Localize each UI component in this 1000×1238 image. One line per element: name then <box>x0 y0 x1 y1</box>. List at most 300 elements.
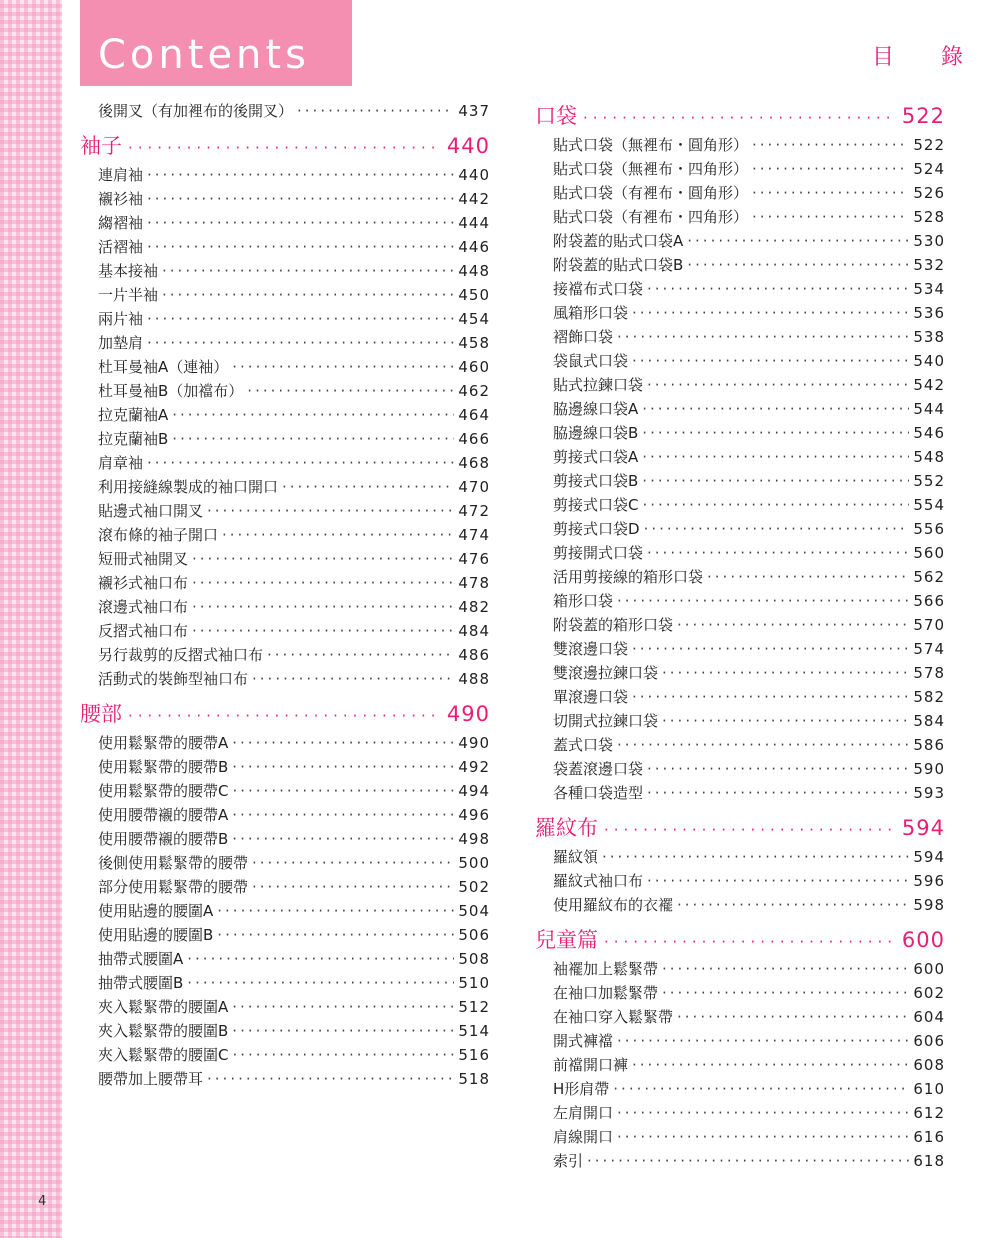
toc-item[interactable] <box>80 572 490 596</box>
toc-item-label: 附袋蓋的貼式口袋A <box>553 232 684 250</box>
leader-dots <box>752 208 909 226</box>
toc-item-page: 528 <box>913 208 945 226</box>
toc-item-page: 484 <box>458 622 490 640</box>
toc-item[interactable] <box>535 590 945 614</box>
leader-dots <box>162 262 454 280</box>
leader-dots <box>602 848 909 866</box>
toc-item-label: 縐褶袖 <box>98 214 144 232</box>
leader-dots <box>647 376 909 394</box>
toc-item-page: 476 <box>458 550 490 568</box>
toc-item[interactable] <box>535 638 945 662</box>
toc-item-label: 袋鼠式口袋 <box>553 352 629 370</box>
toc-item-page: 512 <box>458 998 490 1016</box>
leader-dots <box>677 1008 909 1026</box>
leader-dots <box>192 550 454 568</box>
toc-item-label: 拉克蘭袖A <box>98 406 169 424</box>
toc-item[interactable] <box>535 734 945 758</box>
leader-dots <box>172 430 454 448</box>
toc-item-page: 584 <box>913 712 945 730</box>
leader-dots <box>687 232 909 250</box>
title-banner <box>80 0 352 86</box>
toc-item-page: 534 <box>913 280 945 298</box>
page-title: Contents <box>98 32 310 78</box>
leader-dots <box>232 758 454 776</box>
toc-item-label: 在袖口穿入鬆緊帶 <box>553 1008 674 1026</box>
leader-dots <box>232 1022 454 1040</box>
leader-dots <box>647 544 909 562</box>
toc-item[interactable] <box>535 230 945 254</box>
toc-item-label: 剪接式口袋A <box>553 448 639 466</box>
leader-dots <box>222 526 454 544</box>
leader-dots <box>147 454 454 472</box>
toc-item[interactable] <box>80 1068 490 1092</box>
toc-item-label: 附袋蓋的貼式口袋B <box>553 256 684 274</box>
leader-dots <box>128 707 441 725</box>
toc-item-label: 利用接縫線製成的袖口開口 <box>98 478 279 496</box>
toc-item[interactable] <box>80 732 490 756</box>
toc-item-label: 抽帶式腰圍B <box>98 974 184 992</box>
toc-item[interactable] <box>535 374 945 398</box>
toc-item[interactable] <box>535 686 945 710</box>
toc-item[interactable] <box>535 446 945 470</box>
toc-item-label: 貼式拉鍊口袋 <box>553 376 644 394</box>
toc-item[interactable] <box>80 876 490 900</box>
toc-item-label: 後開叉（有加裡布的後開叉） <box>98 102 294 120</box>
toc-item[interactable] <box>535 782 945 806</box>
toc-item[interactable] <box>80 644 490 668</box>
toc-item[interactable] <box>535 326 945 350</box>
toc-item-page: 488 <box>458 670 490 688</box>
leader-dots <box>617 736 909 754</box>
toc-item[interactable] <box>535 302 945 326</box>
toc-item-label: 剪接開式口袋 <box>553 544 644 562</box>
toc-item[interactable] <box>535 1150 945 1174</box>
toc-item-page: 502 <box>458 878 490 896</box>
toc-item[interactable] <box>80 100 490 124</box>
leader-dots <box>662 664 909 682</box>
toc-item-label: 使用鬆緊帶的腰帶B <box>98 758 229 776</box>
toc-item[interactable] <box>80 476 490 500</box>
toc-item-page: 606 <box>913 1032 945 1050</box>
toc-item-page: 600 <box>913 960 945 978</box>
toc-item-label: 拉克蘭袖B <box>98 430 169 448</box>
toc-item-label: 貼式口袋（有裡布・四角形） <box>553 208 749 226</box>
toc-item-label: 前襠開口褲 <box>553 1056 629 1074</box>
leader-dots <box>587 1152 909 1170</box>
gingham-border <box>0 0 62 1238</box>
section-page: 522 <box>901 104 945 128</box>
toc-item[interactable] <box>535 182 945 206</box>
toc-item[interactable] <box>80 780 490 804</box>
toc-item-label: 杜耳曼袖A（連袖） <box>98 358 229 376</box>
leader-dots <box>187 974 454 992</box>
toc-item[interactable] <box>535 710 945 734</box>
toc-item-label: 活褶袖 <box>98 238 144 256</box>
toc-item-page: 442 <box>458 190 490 208</box>
toc-item-page: 604 <box>913 1008 945 1026</box>
toc-item[interactable] <box>535 758 945 782</box>
leader-dots <box>617 1128 909 1146</box>
toc-item-page: 546 <box>913 424 945 442</box>
toc-item-page: 548 <box>913 448 945 466</box>
toc-item[interactable] <box>80 548 490 572</box>
leader-dots <box>647 760 909 778</box>
toc-item[interactable] <box>80 212 490 236</box>
leader-dots <box>617 592 909 610</box>
toc-section-heading[interactable] <box>535 924 945 956</box>
toc-item-page: 526 <box>913 184 945 202</box>
toc-item-label: 肩線開口 <box>553 1128 614 1146</box>
leader-dots <box>647 784 909 802</box>
toc-item-page: 530 <box>913 232 945 250</box>
leader-dots <box>632 688 909 706</box>
toc-item[interactable] <box>80 924 490 948</box>
toc-item[interactable] <box>80 668 490 692</box>
toc-item-label: 單滾邊口袋 <box>553 688 629 706</box>
leader-dots <box>662 984 909 1002</box>
leader-dots <box>232 998 454 1016</box>
toc-item[interactable] <box>535 1126 945 1150</box>
section-page: 440 <box>446 134 490 158</box>
toc-item-page: 618 <box>913 1152 945 1170</box>
toc-item[interactable] <box>80 164 490 188</box>
toc-item[interactable] <box>535 894 945 918</box>
leader-dots <box>282 478 454 496</box>
toc-item-page: 570 <box>913 616 945 634</box>
leader-dots <box>128 139 441 157</box>
toc-item-label: 使用貼邊的腰圍B <box>98 926 214 944</box>
leader-dots <box>617 1104 909 1122</box>
toc-item-label: 連肩袖 <box>98 166 144 184</box>
leader-dots <box>147 238 454 256</box>
toc-item-page: 460 <box>458 358 490 376</box>
toc-item[interactable] <box>535 958 945 982</box>
toc-item[interactable] <box>535 398 945 422</box>
toc-item[interactable] <box>80 852 490 876</box>
toc-column-left <box>80 100 490 1092</box>
toc-item[interactable] <box>535 422 945 446</box>
leader-dots <box>642 400 909 418</box>
toc-item-label: 雙滾邊口袋 <box>553 640 629 658</box>
leader-dots <box>687 256 909 274</box>
leader-dots <box>192 622 454 640</box>
leader-dots <box>232 1046 454 1064</box>
toc-item-page: 524 <box>913 160 945 178</box>
toc-item[interactable] <box>535 566 945 590</box>
section-title: 袖子 <box>80 134 122 158</box>
leader-dots <box>642 424 909 442</box>
toc-item-page: 536 <box>913 304 945 322</box>
leader-dots <box>617 1032 909 1050</box>
toc-item[interactable] <box>80 900 490 924</box>
toc-item-label: 貼式口袋（有裡布・圓角形） <box>553 184 749 202</box>
toc-item-page: 560 <box>913 544 945 562</box>
toc-item[interactable] <box>80 620 490 644</box>
leader-dots <box>617 328 909 346</box>
toc-item[interactable] <box>535 1006 945 1030</box>
toc-item-page: 598 <box>913 896 945 914</box>
toc-item[interactable] <box>535 846 945 870</box>
toc-item[interactable] <box>535 542 945 566</box>
toc-item-page: 494 <box>458 782 490 800</box>
toc-item[interactable] <box>535 470 945 494</box>
toc-item-label: 各種口袋造型 <box>553 784 644 802</box>
toc-item-page: 454 <box>458 310 490 328</box>
leader-dots <box>647 280 909 298</box>
toc-item[interactable] <box>535 350 945 374</box>
leader-dots <box>217 926 454 944</box>
toc-column-right <box>535 100 945 1174</box>
toc-item[interactable] <box>535 206 945 230</box>
toc-item[interactable] <box>80 284 490 308</box>
toc-item[interactable] <box>80 356 490 380</box>
toc-section-heading[interactable] <box>535 100 945 132</box>
toc-item-label: 部分使用鬆緊帶的腰帶 <box>98 878 249 896</box>
toc-item[interactable] <box>80 804 490 828</box>
toc-item[interactable] <box>80 188 490 212</box>
toc-item-label: 蓋式口袋 <box>553 736 614 754</box>
leader-dots <box>207 502 454 520</box>
toc-item-page: 616 <box>913 1128 945 1146</box>
toc-item-label: 使用鬆緊帶的腰帶A <box>98 734 229 752</box>
toc-item[interactable] <box>80 596 490 620</box>
leader-dots <box>232 358 454 376</box>
toc-item-label: 剪接式口袋C <box>553 496 639 514</box>
toc-item-page: 516 <box>458 1046 490 1064</box>
toc-item[interactable] <box>80 308 490 332</box>
toc-item-label: 襯衫式袖口布 <box>98 574 189 592</box>
leader-dots <box>752 136 909 154</box>
toc-item[interactable] <box>80 380 490 404</box>
toc-item-label: 夾入鬆緊帶的腰圍A <box>98 998 229 1016</box>
leader-dots <box>192 598 454 616</box>
toc-item-page: 566 <box>913 592 945 610</box>
toc-item-label: 夾入鬆緊帶的腰圍B <box>98 1022 229 1040</box>
toc-item-label: 反摺式袖口布 <box>98 622 189 640</box>
toc-item-label: 接襠布式口袋 <box>553 280 644 298</box>
toc-item-page: 458 <box>458 334 490 352</box>
toc-item[interactable] <box>80 260 490 284</box>
leader-dots <box>644 520 910 538</box>
leader-dots <box>232 734 454 752</box>
leader-dots <box>232 806 454 824</box>
toc-item-label: 腰帶加上腰帶耳 <box>98 1070 204 1088</box>
toc-item[interactable] <box>80 948 490 972</box>
toc-item[interactable] <box>535 870 945 894</box>
toc-item-label: 加墊肩 <box>98 334 144 352</box>
toc-item-label: 短冊式袖開叉 <box>98 550 189 568</box>
leader-dots <box>147 334 454 352</box>
toc-item-label: 開式褲襠 <box>553 1032 614 1050</box>
section-page: 594 <box>901 816 945 840</box>
toc-item-page: 610 <box>913 1080 945 1098</box>
leader-dots <box>642 472 909 490</box>
page-number: 4 <box>38 1194 47 1209</box>
leader-dots <box>677 896 909 914</box>
toc-item-label: 使用腰帶襯的腰帶B <box>98 830 229 848</box>
toc-item-page: 448 <box>458 262 490 280</box>
leader-dots <box>267 646 454 664</box>
leader-dots <box>632 304 909 322</box>
toc-item-page: 444 <box>458 214 490 232</box>
toc-item[interactable] <box>535 1078 945 1102</box>
toc-item[interactable] <box>535 158 945 182</box>
toc-item-page: 518 <box>458 1070 490 1088</box>
toc-item-page: 554 <box>913 496 945 514</box>
toc-item-page: 466 <box>458 430 490 448</box>
toc-item-label: 脇邊線口袋A <box>553 400 639 418</box>
toc-item[interactable] <box>535 1054 945 1078</box>
toc-item-label: 活用剪接線的箱形口袋 <box>553 568 704 586</box>
toc-item[interactable] <box>80 756 490 780</box>
toc-item[interactable] <box>535 1102 945 1126</box>
toc-item-page: 464 <box>458 406 490 424</box>
toc-item-page: 482 <box>458 598 490 616</box>
section-title: 兒童篇 <box>535 928 598 952</box>
toc-item[interactable] <box>80 1044 490 1068</box>
leader-dots <box>297 102 454 120</box>
toc-item-label: 肩章袖 <box>98 454 144 472</box>
toc-item-page: 437 <box>458 102 490 120</box>
leader-dots <box>662 960 909 978</box>
toc-item-page: 544 <box>913 400 945 418</box>
toc-item-page: 470 <box>458 478 490 496</box>
toc-item-page: 508 <box>458 950 490 968</box>
toc-item-page: 596 <box>913 872 945 890</box>
toc-item-page: 538 <box>913 328 945 346</box>
leader-dots <box>604 933 896 951</box>
section-title: 羅紋布 <box>535 816 598 840</box>
toc-item-label: 羅紋領 <box>553 848 599 866</box>
toc-item[interactable] <box>535 1030 945 1054</box>
section-title: 腰部 <box>80 702 122 726</box>
toc-item-page: 574 <box>913 640 945 658</box>
toc-item-label: 切開式拉鍊口袋 <box>553 712 659 730</box>
toc-item-label: 袋蓋滾邊口袋 <box>553 760 644 778</box>
toc-item-page: 532 <box>913 256 945 274</box>
toc-item[interactable] <box>80 332 490 356</box>
toc-item[interactable] <box>80 524 490 548</box>
toc-section-heading[interactable] <box>80 130 490 162</box>
toc-item-page: 492 <box>458 758 490 776</box>
section-page: 490 <box>446 702 490 726</box>
toc-section-heading[interactable] <box>80 698 490 730</box>
toc-item[interactable] <box>535 518 945 542</box>
toc-item-page: 593 <box>913 784 945 802</box>
toc-item-label: 襯衫袖 <box>98 190 144 208</box>
toc-item-label: 一片半袖 <box>98 286 159 304</box>
leader-dots <box>232 830 454 848</box>
toc-item-label: 羅紋式袖口布 <box>553 872 644 890</box>
toc-item-page: 514 <box>458 1022 490 1040</box>
toc-item[interactable] <box>80 428 490 452</box>
toc-item[interactable] <box>535 278 945 302</box>
toc-item[interactable] <box>535 614 945 638</box>
toc-item[interactable] <box>80 500 490 524</box>
toc-item[interactable] <box>80 404 490 428</box>
leader-dots <box>752 184 909 202</box>
leader-dots <box>613 1080 909 1098</box>
toc-item-label: 基本接袖 <box>98 262 159 280</box>
toc-item[interactable] <box>535 982 945 1006</box>
leader-dots <box>642 496 909 514</box>
leader-dots <box>252 878 454 896</box>
leader-dots <box>642 448 909 466</box>
toc-item-page: 474 <box>458 526 490 544</box>
toc-item-label: 使用腰帶襯的腰帶A <box>98 806 229 824</box>
leader-dots <box>147 310 454 328</box>
toc-item-label: H形肩帶 <box>553 1080 610 1098</box>
leader-dots <box>252 854 454 872</box>
toc-item-label: 使用羅紋布的衣襬 <box>553 896 674 914</box>
toc-item-label: 抽帶式腰圍A <box>98 950 184 968</box>
toc-item-label: 左肩開口 <box>553 1104 614 1122</box>
toc-item-page: 496 <box>458 806 490 824</box>
leader-dots <box>187 950 454 968</box>
toc-item[interactable] <box>80 236 490 260</box>
toc-item-page: 594 <box>913 848 945 866</box>
toc-item-page: 500 <box>458 854 490 872</box>
toc-item[interactable] <box>535 134 945 158</box>
leader-dots <box>632 352 909 370</box>
toc-item-page: 440 <box>458 166 490 184</box>
section-title: 口袋 <box>535 104 577 128</box>
toc-item-label: 貼邊式袖口開叉 <box>98 502 204 520</box>
leader-dots <box>632 640 909 658</box>
toc-item-label: 活動式的裝飾型袖口布 <box>98 670 249 688</box>
toc-item-label: 在袖口加鬆緊帶 <box>553 984 659 1002</box>
toc-item-page: 612 <box>913 1104 945 1122</box>
toc-item[interactable] <box>80 828 490 852</box>
page-title-chinese: 目 錄 <box>872 45 983 70</box>
toc-section-heading[interactable] <box>535 812 945 844</box>
leader-dots <box>583 109 896 127</box>
toc-item-page: 478 <box>458 574 490 592</box>
leader-dots <box>217 902 454 920</box>
toc-item-label: 滾邊式袖口布 <box>98 598 189 616</box>
toc-item-page: 450 <box>458 286 490 304</box>
toc-item[interactable] <box>80 452 490 476</box>
toc-item-label: 另行裁剪的反摺式袖口布 <box>98 646 264 664</box>
toc-item-page: 556 <box>913 520 945 538</box>
toc-item-page: 608 <box>913 1056 945 1074</box>
toc-item[interactable] <box>535 494 945 518</box>
section-page: 600 <box>901 928 945 952</box>
toc-item[interactable] <box>535 254 945 278</box>
toc-item-label: 使用鬆緊帶的腰帶C <box>98 782 229 800</box>
leader-dots <box>232 782 454 800</box>
toc-item-page: 590 <box>913 760 945 778</box>
toc-item[interactable] <box>80 972 490 996</box>
toc-item-page: 540 <box>913 352 945 370</box>
leader-dots <box>172 406 454 424</box>
toc-item-label: 夾入鬆緊帶的腰圍C <box>98 1046 229 1064</box>
toc-item-label: 貼式口袋（無裡布・四角形） <box>553 160 749 178</box>
leader-dots <box>147 214 454 232</box>
leader-dots <box>192 574 454 592</box>
toc-item-label: 兩片袖 <box>98 310 144 328</box>
toc-item[interactable] <box>535 662 945 686</box>
toc-item-page: 504 <box>458 902 490 920</box>
toc-item-label: 箱形口袋 <box>553 592 614 610</box>
toc-item[interactable] <box>80 1020 490 1044</box>
leader-dots <box>677 616 909 634</box>
leader-dots <box>647 872 909 890</box>
toc-item-page: 562 <box>913 568 945 586</box>
toc-item-page: 522 <box>913 136 945 154</box>
toc-item[interactable] <box>80 996 490 1020</box>
toc-item-page: 586 <box>913 736 945 754</box>
